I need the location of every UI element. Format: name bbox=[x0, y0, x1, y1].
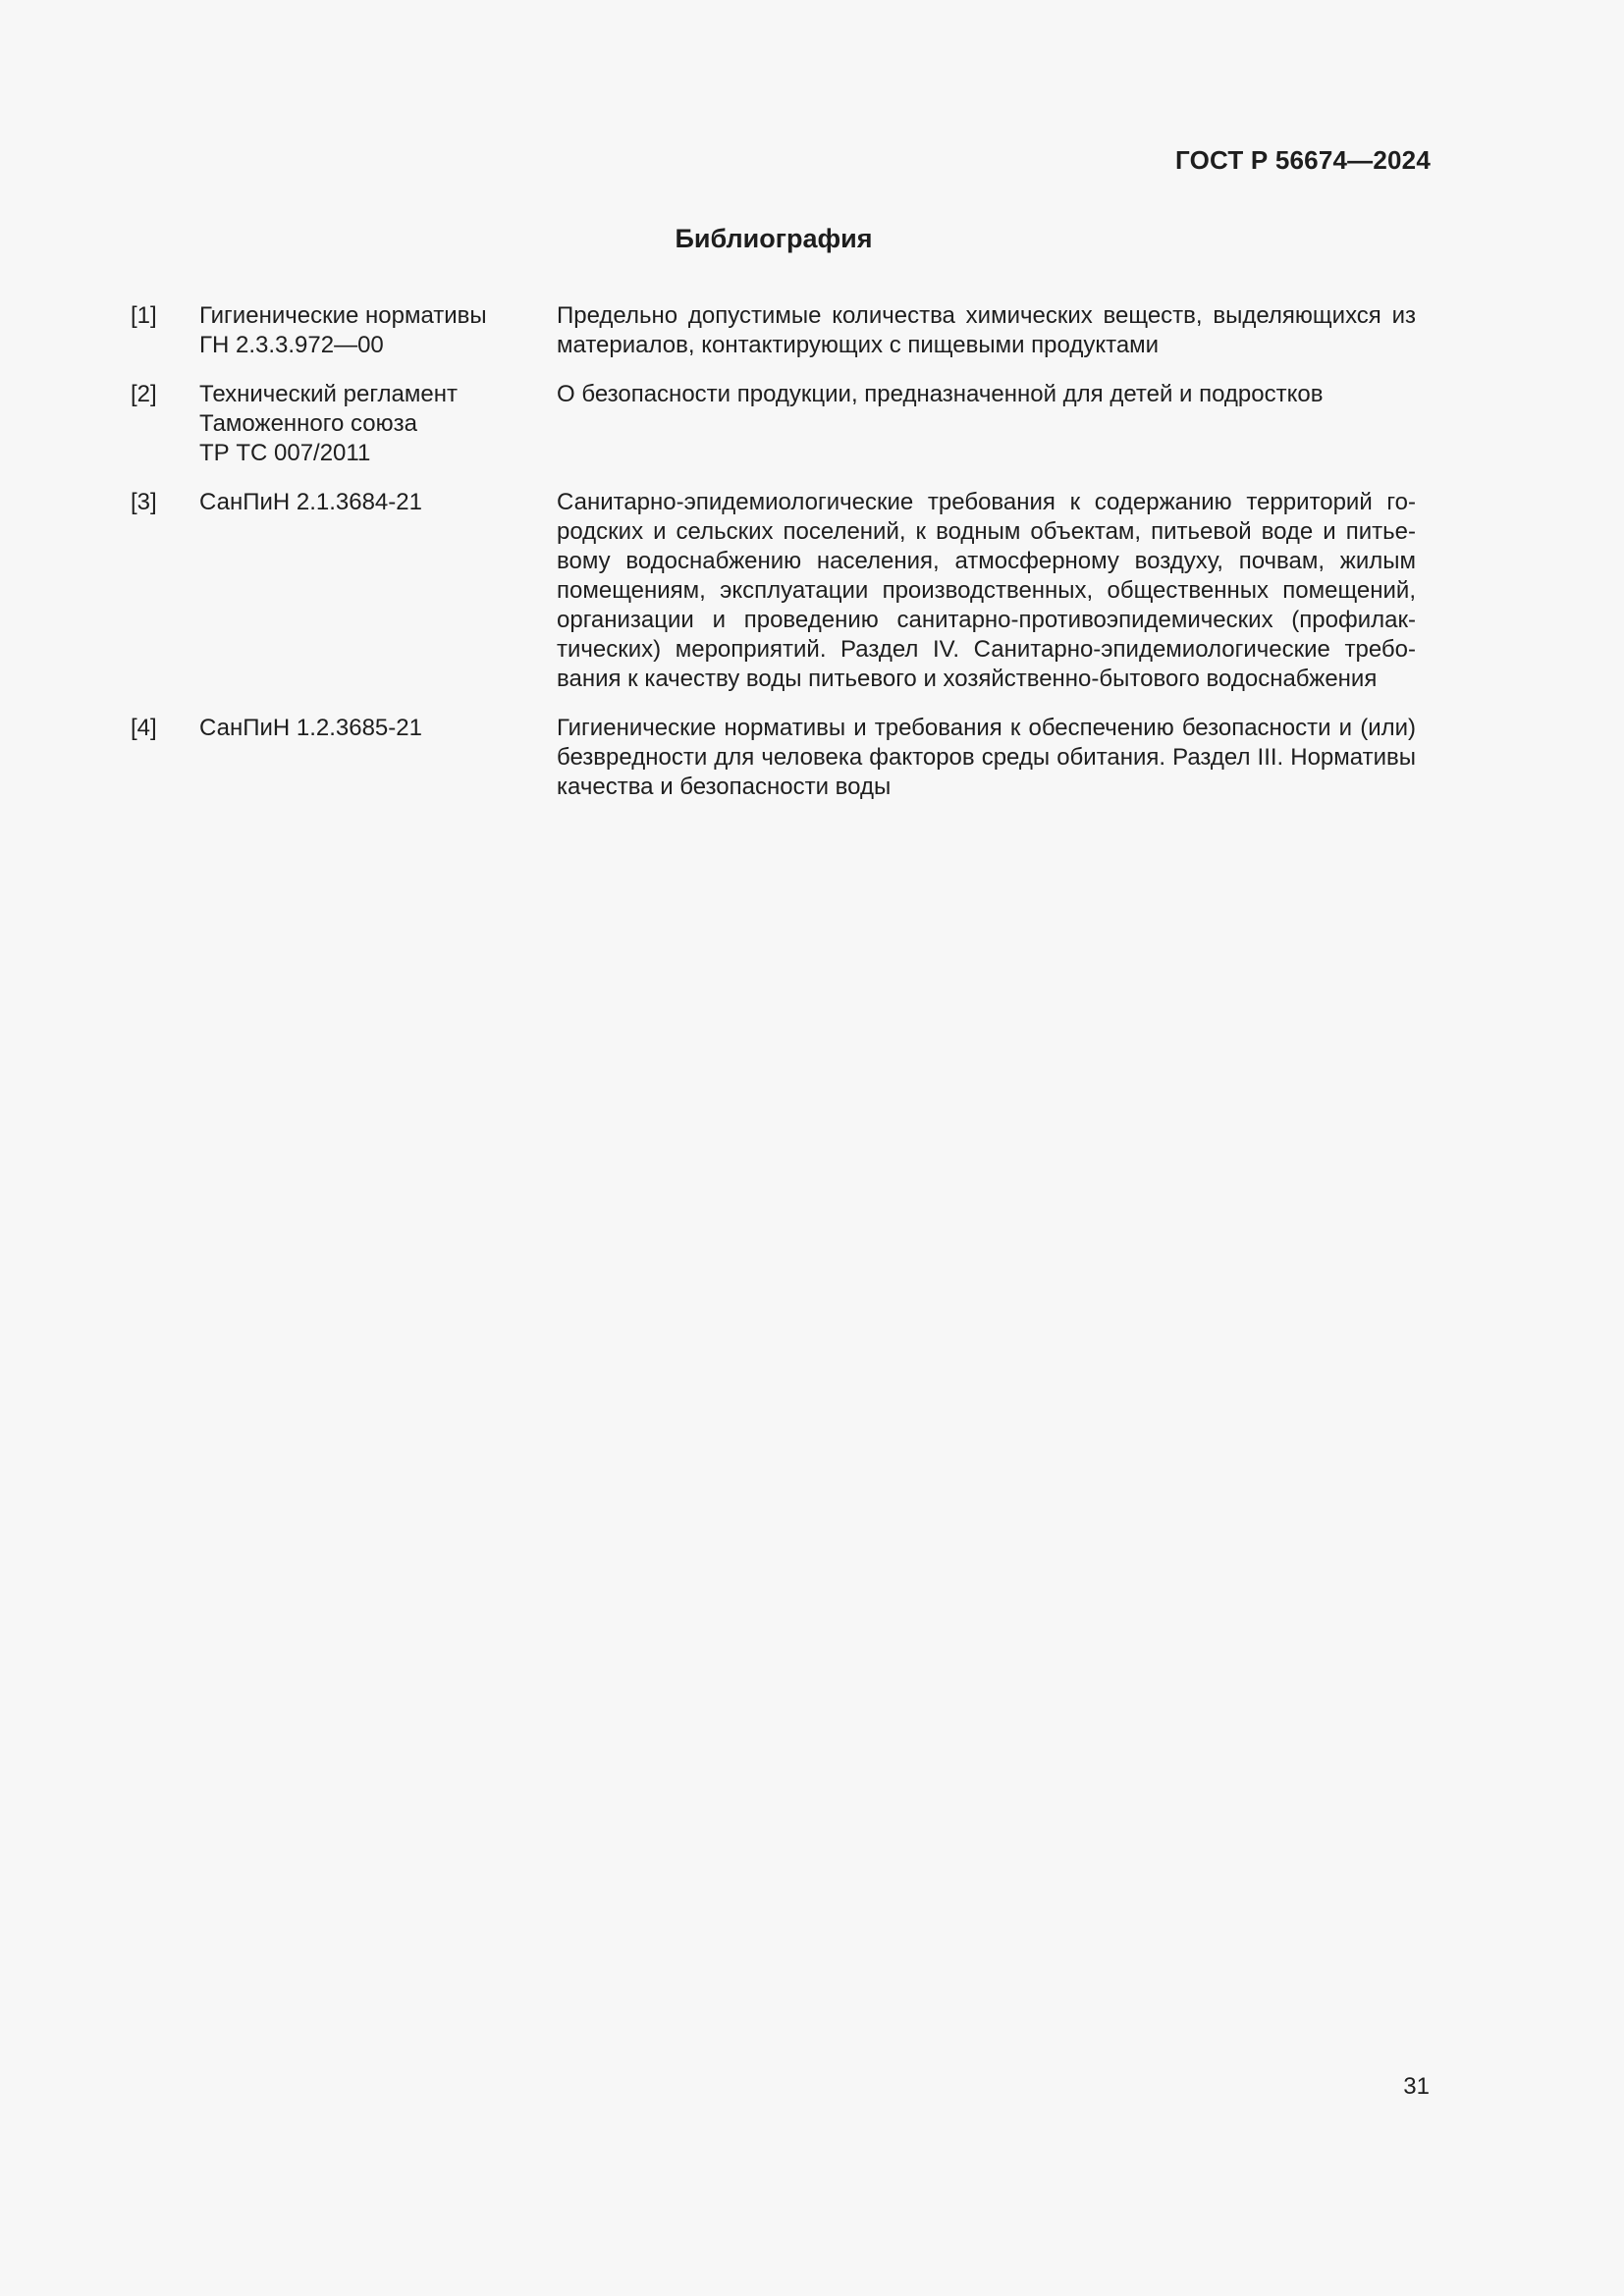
entry-reference: СанПиН 2.1.3684-21 bbox=[199, 489, 422, 515]
entry-description: Санитарно-эпидемиологические требования к содержанию территорий городских и сельских поселений, к водным объектам, питьевой воде и питьевому водоснабжению населения, атмосферному воздуху, почвам, жилым помещениям, эксплуатации производственных, общественных помещений, организации и проведению санитарно-противоэпидемических (профилактических) мероприятий. Раздел IV. Санитарно-эпидемиологические требования к качеству воды питьевого и хозяйственно-бытового водоснабжения bbox=[557, 489, 1416, 692]
page-number: 31 bbox=[1403, 2073, 1430, 2100]
entry-description: О безопасности продукции, предназначенной для детей и подростков bbox=[557, 381, 1324, 407]
bibliography-entry bbox=[131, 380, 1416, 468]
entry-number: [3] bbox=[131, 489, 157, 515]
bibliography-entry bbox=[131, 488, 1416, 694]
section-title: Библиография bbox=[675, 224, 873, 253]
entry-number: [2] bbox=[131, 381, 157, 407]
entry-number: [1] bbox=[131, 302, 157, 329]
document-code: ГОСТ Р 56674—2024 bbox=[1175, 145, 1431, 175]
bibliography-list bbox=[131, 301, 1416, 822]
entry-reference: СанПиН 1.2.3685-21 bbox=[199, 715, 422, 741]
entry-description: Предельно допустимые количества химических веществ, выделяющихся из материалов, контактирующих с пищевыми продуктами bbox=[557, 302, 1416, 358]
bibliography-entry bbox=[131, 714, 1416, 802]
bibliography-entry bbox=[131, 301, 1416, 360]
entry-number: [4] bbox=[131, 715, 157, 741]
entry-description: Гигиенические нормативы и требования к обеспечению безопасности и (или) безвредности для человека факторов среды обитания. Раздел III. Нормативы качества и безопасности воды bbox=[557, 715, 1416, 800]
entry-reference: Гигиенические нормативы ГН 2.3.3.972—00 bbox=[199, 302, 487, 358]
entry-reference: Технический регламент Таможенного союза ТР ТС 007/2011 bbox=[199, 381, 458, 466]
